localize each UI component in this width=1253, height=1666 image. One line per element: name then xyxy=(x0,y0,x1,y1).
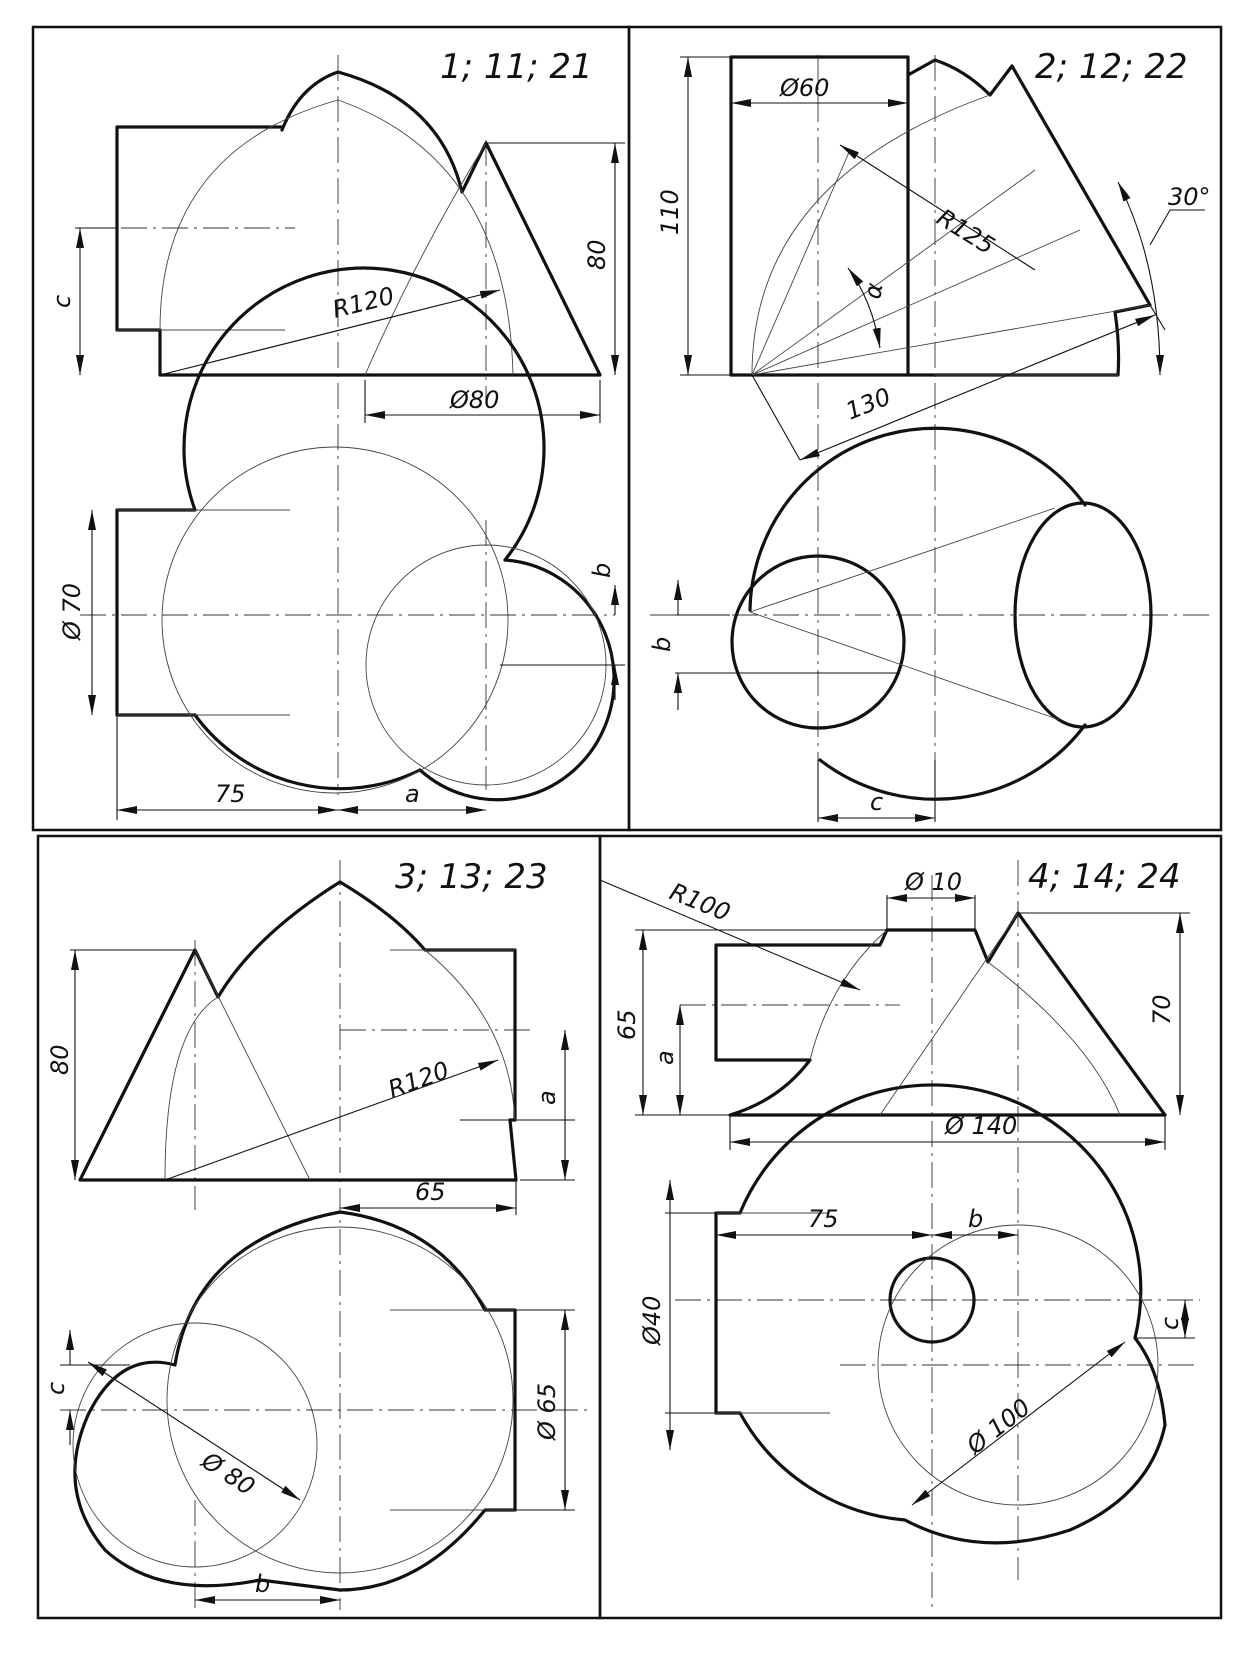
dim-a-label: a xyxy=(651,1050,679,1065)
dim-65-label: 65 xyxy=(613,1009,641,1040)
dim-a-label: a xyxy=(533,1090,561,1105)
panel-1 xyxy=(48,47,625,820)
panel-4-title: 4; 14; 24 xyxy=(1028,857,1181,897)
dim-alpha-label: α xyxy=(858,280,889,302)
dim-alpha xyxy=(848,268,880,348)
dim-angle xyxy=(1118,182,1160,375)
panel-2-title: 2; 12; 22 xyxy=(1035,47,1188,87)
dim-75-label: 75 xyxy=(215,780,246,808)
plan-sphere-outline xyxy=(750,428,1085,799)
front-construction-lines xyxy=(160,100,513,375)
plan-view-outline xyxy=(117,268,614,800)
dim-b-label: b xyxy=(968,1205,984,1233)
dim-75-label: 75 xyxy=(808,1205,839,1233)
panel-1-title: 1; 11; 21 xyxy=(440,47,593,87)
dim-b-label: b xyxy=(648,636,676,652)
dim-height-110-label: 110 xyxy=(656,189,684,235)
dim-cyl-diameter-label: Ø 65 xyxy=(533,1382,561,1440)
dim-c-label: c xyxy=(870,788,884,816)
dim-b-label: b xyxy=(255,1570,271,1598)
dim-cyl-diameter-label: Ø 70 xyxy=(58,582,86,640)
dim-radius xyxy=(160,290,500,375)
dim-70-label: 70 xyxy=(1148,994,1176,1025)
plan-view-outline xyxy=(75,1212,515,1590)
dim-top-diameter-label: Ø 10 xyxy=(905,868,963,896)
front-construction-lines xyxy=(810,913,1120,1115)
panel-frames xyxy=(33,27,1221,1618)
dim-radius xyxy=(840,145,1035,270)
dim-radius-label: R125 xyxy=(931,203,1000,261)
dim-base-diameter-label: Ø 140 xyxy=(945,1112,1018,1140)
panel-4 xyxy=(600,857,1200,1610)
dim-65-label: 65 xyxy=(415,1178,446,1206)
dim-radius-label: R120 xyxy=(384,1055,453,1104)
dim-c-label: c xyxy=(48,294,76,308)
panel-2 xyxy=(648,47,1211,822)
panel-1-frame xyxy=(33,27,629,830)
dim-radius-label: R100 xyxy=(665,877,735,927)
dim-c-label: c xyxy=(42,1381,70,1395)
dim-angle-label: 30° xyxy=(1168,183,1211,211)
panel-4-frame xyxy=(600,836,1221,1618)
front-view-outline xyxy=(80,882,516,1180)
dim-sphere-diameter-label: Ø 100 xyxy=(961,1393,1036,1460)
dim-sphere-diameter xyxy=(88,1362,300,1500)
dim-cone-height-label: 80 xyxy=(583,239,611,270)
panel-3-title: 3; 13; 23 xyxy=(395,857,548,897)
dim-cyl-diameter-label: Ø40 xyxy=(638,1295,666,1345)
dim-radius xyxy=(600,877,860,990)
dim-cone-base-label: Ø80 xyxy=(450,386,500,414)
dim-c-label: c xyxy=(1156,1316,1184,1330)
dim-sphere-diameter-label: Ø 80 xyxy=(196,1446,260,1502)
dim-a-label: a xyxy=(405,780,420,808)
dim-130 xyxy=(800,315,1155,460)
dim-b-label: b xyxy=(588,562,616,578)
dim-130-label: 130 xyxy=(841,382,895,426)
plan-view-outline xyxy=(716,1085,1165,1543)
dim-radius-label: R120 xyxy=(329,281,398,324)
dim-cone-height-label: 80 xyxy=(46,1044,74,1075)
panel-3 xyxy=(42,857,590,1610)
dim-cyl-diameter-label: Ø60 xyxy=(780,74,830,102)
